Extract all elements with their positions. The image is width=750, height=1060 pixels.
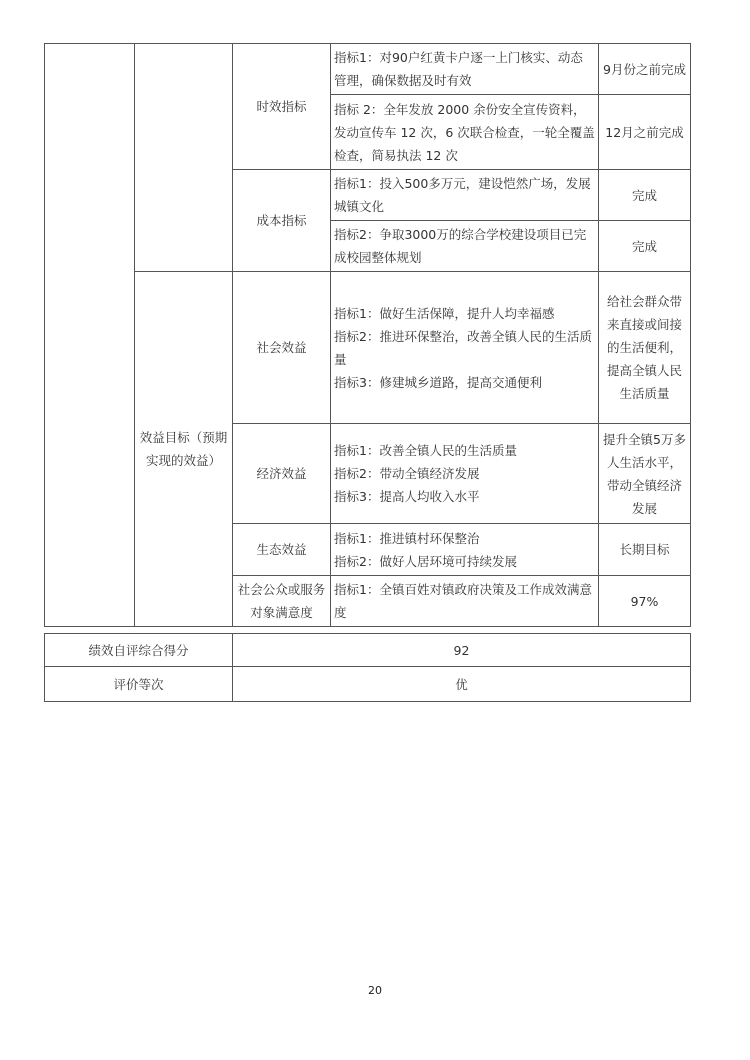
social-indicator-1: 指标1：做好生活保障，提升人均幸福感: [334, 305, 555, 321]
page-number: 20: [368, 984, 382, 997]
cost-value-1: 完成: [599, 170, 691, 221]
cost-label: 成本指标: [233, 170, 331, 272]
economic-indicators: [331, 424, 599, 524]
score-table: [44, 633, 691, 702]
score-label: 绩效自评综合得分: [45, 634, 233, 667]
ecological-indicator-2: 指标2：做好人居环境可持续发展: [334, 553, 517, 569]
social-value: 给社会群众带来直接或间接的生活便利，提高全镇人民生活质量: [599, 272, 691, 424]
ecological-indicator-1: 指标1：推进镇村环保整治: [334, 530, 480, 546]
timeliness-label: 时效指标: [233, 44, 331, 170]
timeliness-value-2: 12月之前完成: [599, 95, 691, 170]
social-indicators: [331, 272, 599, 424]
timeliness-value-1: 9月份之前完成: [599, 44, 691, 95]
ecological-value: 长期目标: [599, 524, 691, 576]
score-value: 92: [233, 634, 691, 667]
performance-table: [44, 43, 691, 627]
timeliness-indicator-1: 指标1：对90户红黄卡户逐一上门核实、动态管理，确保数据及时有效: [331, 44, 599, 95]
ecological-indicators: [331, 524, 599, 576]
economic-indicator-2: 指标2：带动全镇经济发展: [334, 466, 480, 481]
blank-cell-left: [45, 44, 135, 627]
economic-indicator-3: 指标3：提高人均收入水平: [334, 489, 480, 504]
ecological-label: 生态效益: [233, 524, 331, 576]
social-label: 社会效益: [233, 272, 331, 424]
timeliness-indicator-2: 指标 2：全年发放 2000 余份安全宣传资料，发动宣传车 12 次，6 次联合检查，一轮全覆盖检查，简易执法 12 次: [331, 95, 599, 170]
cost-indicator-2: 指标2：争取3000万的综合学校建设项目已完成校园整体规划: [331, 221, 599, 272]
satisfaction-indicator: 指标1：全镇百姓对镇政府决策及工作成效满意度: [331, 576, 599, 627]
economic-value: 提升全镇5万多人生活水平，带动全镇经济发展: [599, 424, 691, 524]
economic-indicator-1: 指标1：改善全镇人民的生活质量: [334, 443, 517, 458]
economic-label: 经济效益: [233, 424, 331, 524]
satisfaction-value: 97%: [599, 576, 691, 627]
social-indicator-2: 指标2：推进环保整治，改善全镇人民的生活质量: [334, 328, 592, 367]
satisfaction-label: 社会公众或服务对象满意度: [233, 576, 331, 627]
benefit-goal-label: 效益目标（预期实现的效益）: [135, 272, 233, 627]
cost-indicator-1: 指标1：投入500多万元，建设恺然广场，发展城镇文化: [331, 170, 599, 221]
grade-label: 评价等次: [45, 667, 233, 702]
grade-value: 优: [233, 667, 691, 702]
social-indicator-3: 指标3：修建城乡道路，提高交通便利: [334, 374, 542, 390]
blank-cell-output: [135, 44, 233, 272]
cost-value-2: 完成: [599, 221, 691, 272]
